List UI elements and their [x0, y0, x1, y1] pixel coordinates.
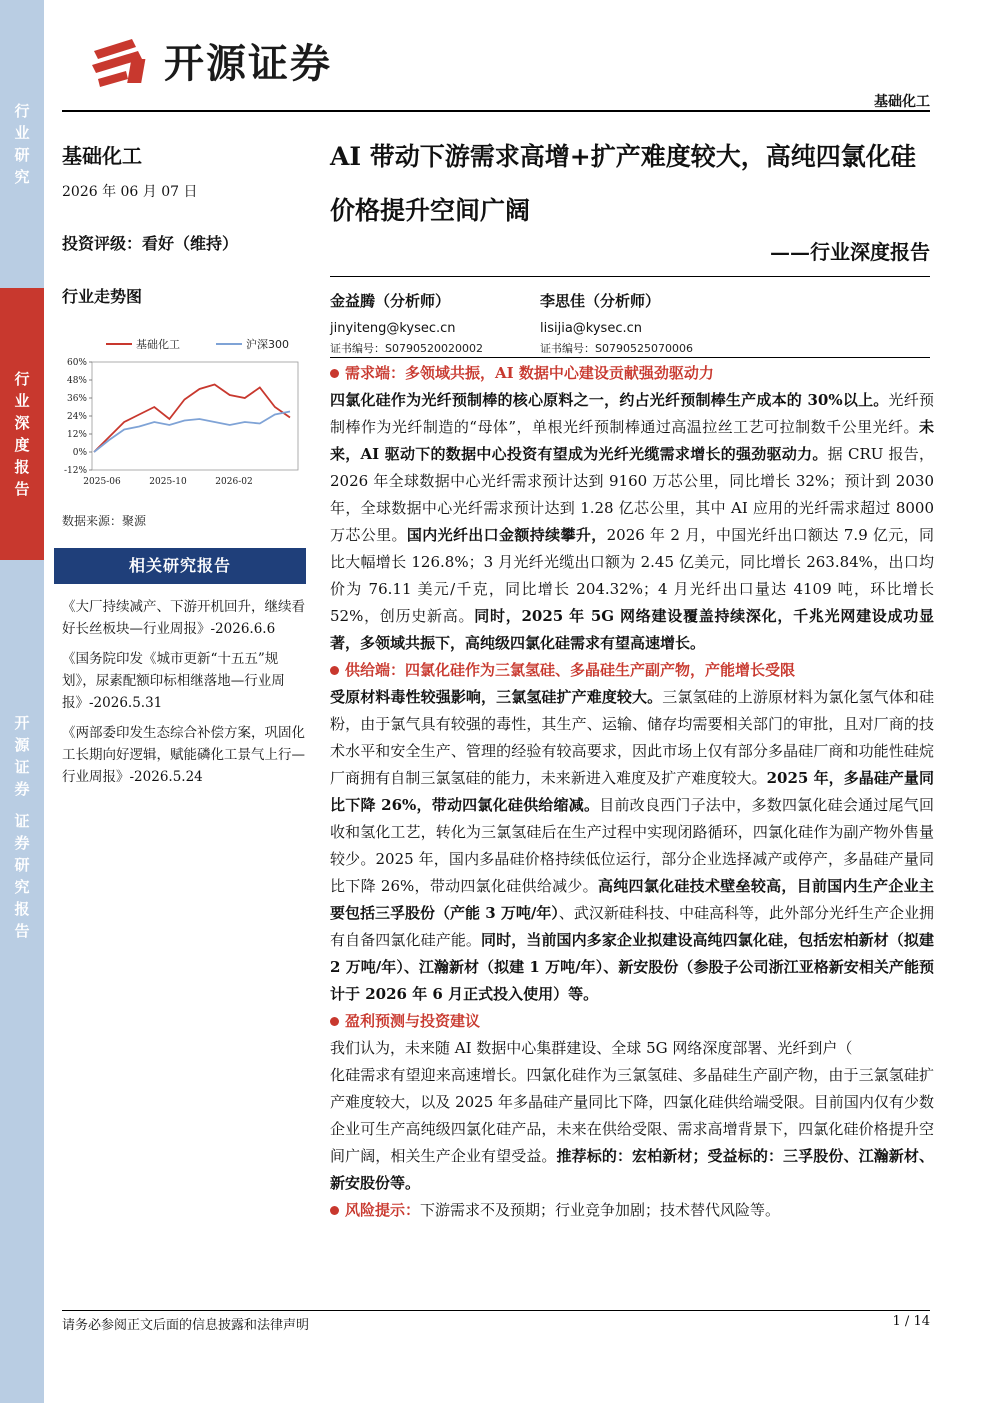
trend-chart-title: 行业走势图 [62, 287, 143, 306]
report-subtitle: ——行业深度报告 [770, 240, 930, 264]
strip-label-company: 开源证券 [14, 714, 30, 798]
chart-plot-frame [92, 362, 298, 470]
strip-label-industry-research: 行业研究 [14, 102, 30, 186]
author-name: 李思佳（分析师） [540, 292, 661, 310]
y-tick-label: 60% [66, 358, 87, 368]
trend-chart-svg [62, 330, 308, 500]
investment-rating: 投资评级：看好（维持） [62, 234, 239, 253]
related-reports-title: 相关研究报告 [54, 548, 306, 584]
authors-bottom-divider [330, 357, 930, 358]
paragraph-supply: 受原材料毒性较强影响，三氯氢硅扩产难度较大。三氯氢硅的上游原材料为氯化氢气体和硅粉，由于氯气具有较强的毒性，其生产、运输、储存均需要相关部门的审批，且对厂商的技术水平和安全生产、管理的经验有较高要求，因此市场上仅有部分多晶硅厂商和功能性硅烷厂商拥有自制三氯氢硅的能力，未来新进入难度及扩产难度较大。2025 年，多晶硅产量同比下降 26%，带动四氯化硅供给缩减。目前改良西门子法中，多数四氯化硅会通过尾气回收和氢化工艺，转化为三氯氢硅后在生产过程中实现闭路循环，四氯化硅作为副产物外售量较少。2025 年，国内多晶硅价格持续低位运行，部分企业选择减产或停产，多晶硅产量同比下降 26%，带动四氯化硅供给减少。高纯四氯化硅技术壁垒较高，目前国内生产企业主要包括三孚股份（产能 3 万吨/年）、武汉新硅科技、中硅高科等，此外部分光纤生产企业拥有自备四氯化硅产能。同时，当前国内多家企业拟建设高纯四氯化硅，包括宏柏新材（拟建 2 万吨/年）、江瀚新材（拟建 1 万吨/年）、新安股份（参股子公司浙江亚格新安相关产能预计于 2026 年 6 月正式投入使用）等。 [330, 688, 934, 1003]
industry-name: 基础化工 [62, 144, 142, 168]
paragraph-forecast-a: 我们认为，未来随 AI 数据中心集群建设、全球 5G 网络深度部署、光纤到户（ [330, 1039, 853, 1057]
footer-divider [62, 1310, 930, 1311]
risk-heading: 风险提示： [330, 1197, 420, 1224]
bullet-icon [330, 666, 339, 675]
bullet-icon [330, 369, 339, 378]
risk-line: 风险提示： 下游需求不及预期；行业竞争加剧；技术替代风险等。 [330, 1197, 934, 1224]
section-heading-forecast: 盈利预测与投资建议 [330, 1008, 934, 1035]
strip-label-securities-report: 证券研究报告 [14, 812, 30, 940]
author-block [540, 290, 693, 356]
related-reports-list [62, 596, 308, 796]
section-heading-demand: 需求端：多领域共振，AI 数据中心建设贡献强劲驱动力 [330, 360, 934, 387]
y-tick-label: 24% [66, 412, 87, 422]
y-tick-label: 36% [66, 394, 87, 404]
side-strip [0, 0, 44, 1403]
section-heading-supply: 供给端：四氯化硅作为三氯氢硅、多晶硅生产副产物，产能增长受限 [330, 657, 934, 684]
y-tick-label: 48% [66, 376, 87, 386]
author-block [330, 290, 483, 356]
left-column [62, 140, 308, 307]
y-tick-label: -12% [63, 466, 87, 476]
trend-chart [62, 330, 308, 500]
related-report-item[interactable]: 《国务院印发《城市更新“十五五”规划》，尿素配额印标相继落地—行业周报》-2026.5.31 [62, 651, 285, 711]
legend-label: 沪深300 [246, 338, 289, 351]
x-tick-label: 2025-10 [149, 477, 187, 487]
author-email[interactable]: lisijia@kysec.cn [540, 321, 642, 336]
x-tick-label: 2025-06 [83, 477, 121, 487]
header-divider [62, 110, 930, 112]
footer-disclaimer: 请务必参阅正文后面的信息披露和法律声明 [62, 1318, 310, 1333]
authors-top-divider [330, 276, 930, 277]
page-number: 1 / 14 [892, 1314, 930, 1329]
y-tick-label: 0% [72, 448, 87, 458]
logo-text: 开源证券 [164, 40, 332, 87]
strip-label-report-type: 行业深度报告 [0, 288, 44, 560]
paragraph-forecast-b: 化硅需求有望迎来高速增长。四氯化硅作为三氯氢硅、多晶硅生产副产物，由于三氯氢硅扩产难度较大，以及 2025 年多晶硅产量同比下降，四氯化硅供给端受限。目前国内仅有少数企业可生产高纯级四氯化硅产品，未来在供给受限、需求高增背景下，四氯化硅价格提升空间广阔，相关生产企业有望受益。推荐标的：宏柏新材；受益标的：三孚股份、江瀚新材、新安股份等。 [330, 1066, 934, 1192]
paragraph-demand: 四氯化硅作为光纤预制棒的核心原料之一，约占光纤预制棒生产成本的 30%以上。光纤预制棒作为光纤制造的“母体”，单根光纤预制棒通过高温拉丝工艺可拉制数千公里光纤。未来，AI 驱动下的数据中心投资有望成为光纤光缆需求增长的强劲驱动力。据 CRU 报告，2026 年全球数据中心光纤需求预计达到 9160 万芯公里，同比增长 32%；预计到 2030 年，全球数据中心光纤需求预计达到 1.28 亿芯公里，其中 AI 应用的光纤需求超过 8000 万芯公里。国内光纤出口金额持续攀升，2026 年 2 月，中国光纤出口额达 7.9 亿元，同比大幅增长 126.8%；3 月光纤光缆出口额为 2.45 亿美元，同比增长 263.84%，出口均价为 76.11 美元/千克，同比增长 204.32%；4 月光纤出口量达 4109 吨，环比增长 52%，创历史新高。同时，2025 年 5G 网络建设覆盖持续深化，千兆光网建设成功显著，多领域共振下，高纯级四氯化硅需求有望高速增长。 [330, 391, 935, 652]
series-line [94, 385, 290, 453]
header-section-label: 基础化工 [874, 94, 930, 110]
bullet-icon [330, 1017, 339, 1026]
logo-mark-icon [92, 33, 154, 87]
report-body [330, 360, 934, 1224]
series-line [94, 412, 290, 453]
related-report-item[interactable]: 《大厂持续减产、下游开机回升，继续看好长丝板块—行业周报》-2026.6.6 [62, 599, 305, 637]
author-email[interactable]: jinyiteng@kysec.cn [330, 321, 456, 336]
related-report-item[interactable]: 《两部委印发生态综合补偿方案，巩固化工长期向好逻辑，赋能磷化工景气上行—行业周报》-2026.5.24 [62, 725, 305, 785]
author-name: 金益腾（分析师） [330, 292, 451, 310]
bullet-icon [330, 1206, 339, 1215]
chart-source: 数据来源：聚源 [62, 514, 147, 528]
report-date: 2026 年 06 月 07 日 [62, 184, 198, 200]
author-cert: 证书编号：S0790525070006 [540, 342, 693, 355]
company-logo [92, 30, 332, 90]
x-tick-label: 2026-02 [215, 477, 253, 487]
report-title: AI 带动下游需求高增+扩产难度较大，高纯四氯化硅价格提升空间广阔 [330, 142, 916, 225]
legend-label: 基础化工 [136, 338, 180, 351]
y-tick-label: 12% [66, 430, 87, 440]
author-cert: 证书编号：S0790520020002 [330, 342, 483, 355]
